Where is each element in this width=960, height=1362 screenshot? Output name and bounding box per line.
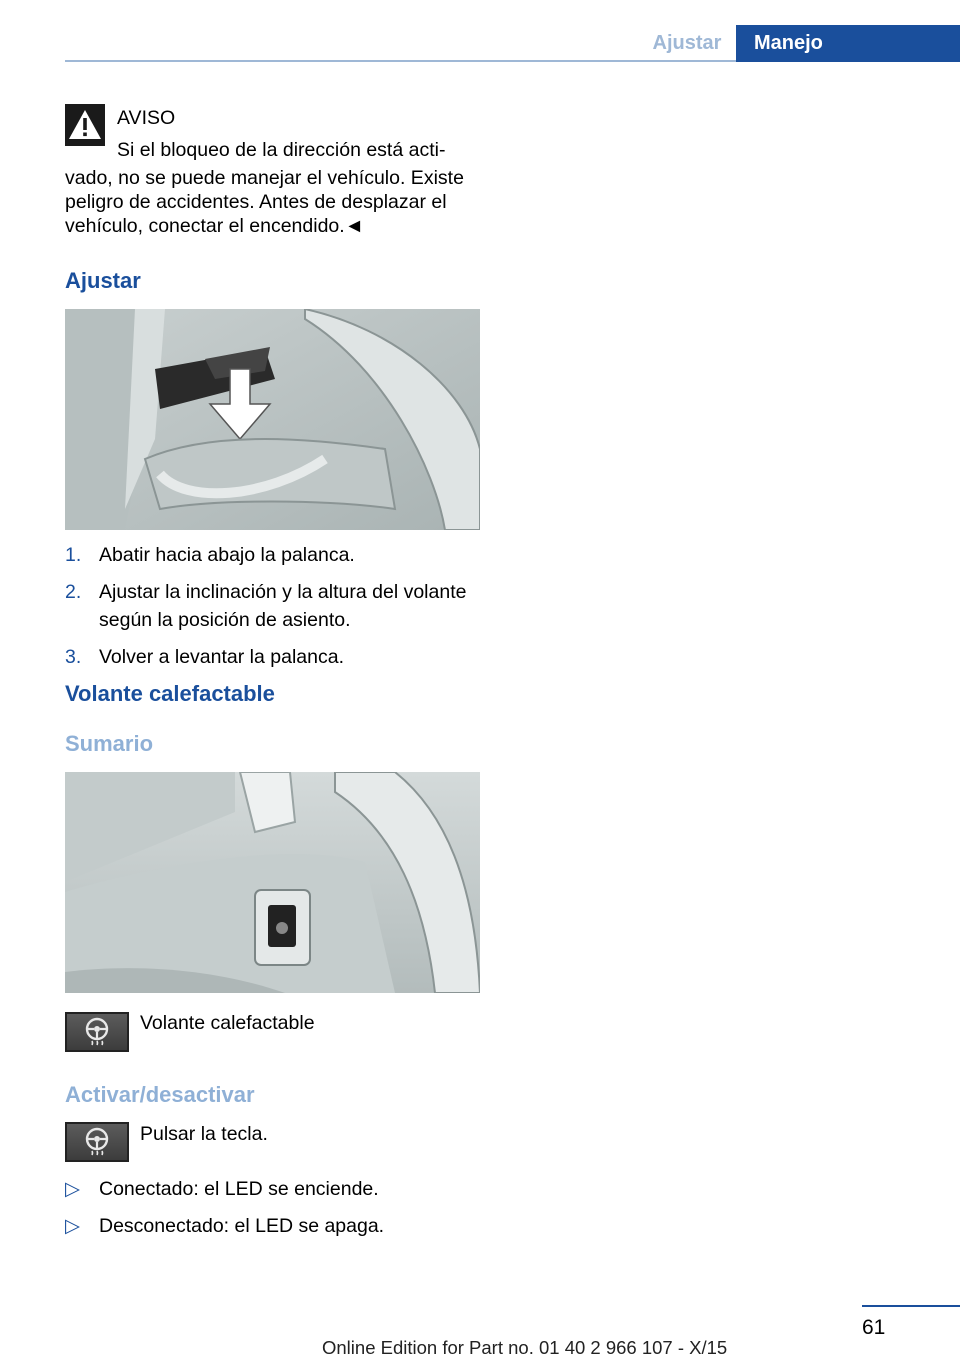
tab-section[interactable]: Ajustar	[652, 32, 722, 54]
step-text: según la posición de asiento.	[99, 609, 351, 631]
step-text: Volver a levantar la palanca.	[99, 646, 344, 668]
list-item	[65, 1212, 485, 1240]
step-text: Ajustar la inclinación y la altura del volante	[99, 581, 467, 603]
warning-text-line: vado, no se puede manejar el vehículo. Existe	[65, 167, 464, 189]
list-item	[65, 643, 485, 671]
steering-column-lever-photo	[65, 309, 480, 530]
subheading-overview: Sumario	[65, 731, 154, 756]
subheading-toggle: Activar/desactivar	[65, 1082, 255, 1107]
step-text: Abatir hacia abajo la palanca.	[99, 544, 355, 566]
step-number: 1.	[65, 544, 82, 566]
heated-wheel-button-photo	[65, 772, 480, 993]
list-item	[65, 541, 485, 569]
warning-text-line: peligro de accidentes. Antes de desplazar el	[65, 191, 447, 213]
bullet-marker: ▷	[65, 1215, 80, 1237]
warning-text-line: Si el bloqueo de la dirección está acti-	[117, 139, 446, 161]
bullet-marker: ▷	[65, 1178, 80, 1200]
section-heading-adjust: Ajustar	[65, 268, 141, 293]
adjust-steps-list	[65, 541, 485, 671]
icon-caption: Volante calefactable	[140, 1012, 315, 1034]
bullet-text: Conectado: el LED se enciende.	[99, 1178, 379, 1200]
list-item	[65, 1175, 485, 1203]
heated-steering-wheel-icon	[65, 1122, 129, 1162]
tab-chapter[interactable]: Manejo	[736, 25, 960, 62]
heated-steering-wheel-icon	[65, 1012, 129, 1052]
warning-text-line: vehículo, conectar el encendido.◄	[65, 215, 364, 237]
step-number: 2.	[65, 581, 82, 603]
bullet-text: Desconectado: el LED se apaga.	[99, 1215, 385, 1237]
page-number: 61	[862, 1316, 886, 1339]
list-item	[65, 578, 485, 634]
step-number: 3.	[65, 646, 82, 668]
warning-label: AVISO	[117, 107, 176, 129]
section-heading-heated-wheel: Volante calefactable	[65, 681, 275, 706]
edition-footer: Online Edition for Part no. 01 40 2 966 107 - X/15	[322, 1337, 728, 1358]
warning-triangle-icon	[65, 104, 105, 146]
led-status-list	[65, 1175, 485, 1240]
footer-rule	[862, 1305, 960, 1307]
toggle-instruction: Pulsar la tecla.	[140, 1123, 268, 1145]
